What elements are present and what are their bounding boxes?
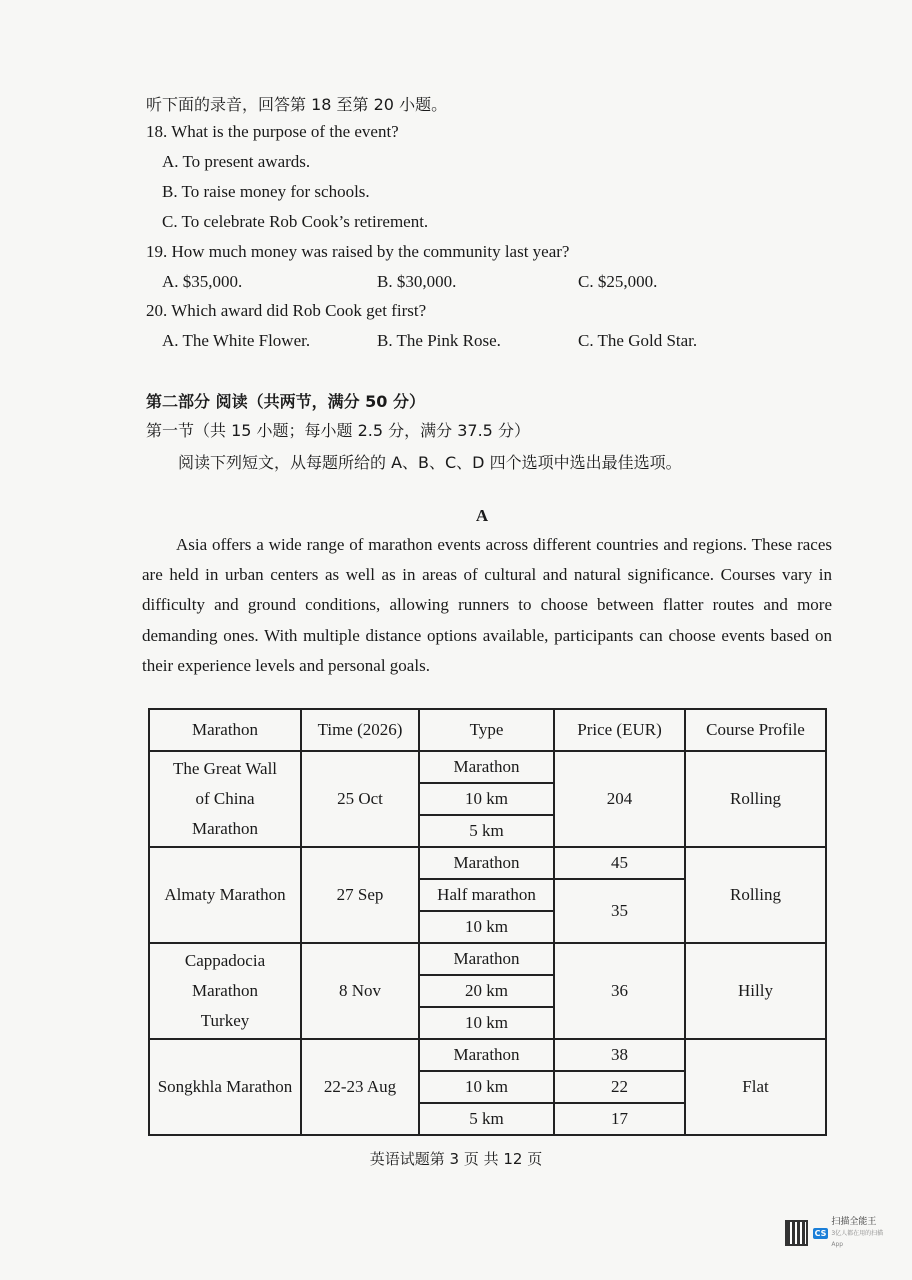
watermark-subtitle: 3亿人都在用的扫描App [831,1229,884,1248]
table-header-row [149,709,826,751]
watermark-title: 扫描全能王 [831,1216,877,1227]
question-19-option-c: C. $25,000. [578,272,658,291]
question-18-option-a: A. To present awards. [162,152,311,171]
question-19-option-b: B. $30,000. [377,272,457,291]
marathon-type: 10 km [419,1007,554,1039]
header-time: Time (2026) [301,709,419,751]
camscanner-logo-icon: CS [814,1228,827,1238]
marathon-price: 17 [554,1103,685,1135]
marathon-type: Half marathon [419,879,554,911]
marathon-type: 20 km [419,975,554,1007]
marathon-table [148,708,827,1136]
passage-text: Asia offers a wide range of marathon events across different countries and regions. These races are held in urban centers as well as in areas of cultural and natural significance. Courses vary in difficulty and ground conditions, allowing runners to choose between flatter routes and more demanding ones. With multiple distance options available, participants can choose events based on their experience levels and personal goals. [142,535,832,675]
course-profile: Hilly [685,943,826,1039]
question-19-stem: 19. How much money was raised by the community last year? [146,242,570,261]
marathon-price: 22 [554,1071,685,1103]
marathon-type: Marathon [419,943,554,975]
marathon-name: Songkhla Marathon [149,1039,301,1135]
header-marathon: Marathon [149,709,301,751]
question-18-option-b: B. To raise money for schools. [162,182,370,201]
course-profile: Rolling [685,751,826,847]
marathon-type: Marathon [419,751,554,783]
marathon-type: 10 km [419,1071,554,1103]
table-row [149,1039,826,1071]
marathon-price: 35 [554,879,685,943]
header-price: Price (EUR) [554,709,685,751]
table-row [149,847,826,879]
marathon-name: The Great Wall of China Marathon [149,751,301,847]
marathon-name: Almaty Marathon [149,847,301,943]
table-row [149,751,826,783]
marathon-type: Marathon [419,1039,554,1071]
question-20-option-c: C. The Gold Star. [578,331,698,350]
course-profile: Rolling [685,847,826,943]
marathon-type: 10 km [419,783,554,815]
question-20-option-b: B. The Pink Rose. [377,331,501,350]
question-20-stem: 20. Which award did Rob Cook get first? [146,301,427,320]
marathon-price: 36 [554,943,685,1039]
passage-label: A [475,506,489,525]
marathon-type: 5 km [419,815,554,847]
marathon-type: Marathon [419,847,554,879]
course-profile: Flat [685,1039,826,1135]
marathon-type: 5 km [419,1103,554,1135]
reading-instruction: 阅读下列短文，从每题所给的 A、B、C、D 四个选项中选出最佳选项。 [178,453,682,472]
marathon-time: 8 Nov [301,943,419,1039]
marathon-time: 25 Oct [301,751,419,847]
marathon-price: 204 [554,751,685,847]
table-row [149,943,826,975]
question-19-option-a: A. $35,000. [162,272,243,291]
marathon-price: 45 [554,847,685,879]
header-course-profile: Course Profile [685,709,826,751]
marathon-price: 38 [554,1039,685,1071]
question-18-stem: 18. What is the purpose of the event? [146,122,399,141]
marathon-type: 10 km [419,911,554,943]
marathon-name: Cappadocia Marathon Turkey [149,943,301,1039]
part2-heading: 第二部分 阅读（共两节，满分 50 分） [146,392,425,411]
marathon-time: 27 Sep [301,847,419,943]
listening-intro: 听下面的录音，回答第 18 至第 20 小题。 [146,95,448,114]
question-18-option-c: C. To celebrate Rob Cook’s retirement. [162,212,429,231]
question-20-option-a: A. The White Flower. [162,331,311,350]
page-footer: 英语试题第 3 页 共 12 页 [369,1150,543,1168]
camscanner-watermark [785,1214,885,1252]
section1-heading: 第一节（共 15 小题；每小题 2.5 分，满分 37.5 分） [146,421,530,440]
qr-code-icon [785,1220,808,1246]
marathon-time: 22-23 Aug [301,1039,419,1135]
header-type: Type [419,709,554,751]
